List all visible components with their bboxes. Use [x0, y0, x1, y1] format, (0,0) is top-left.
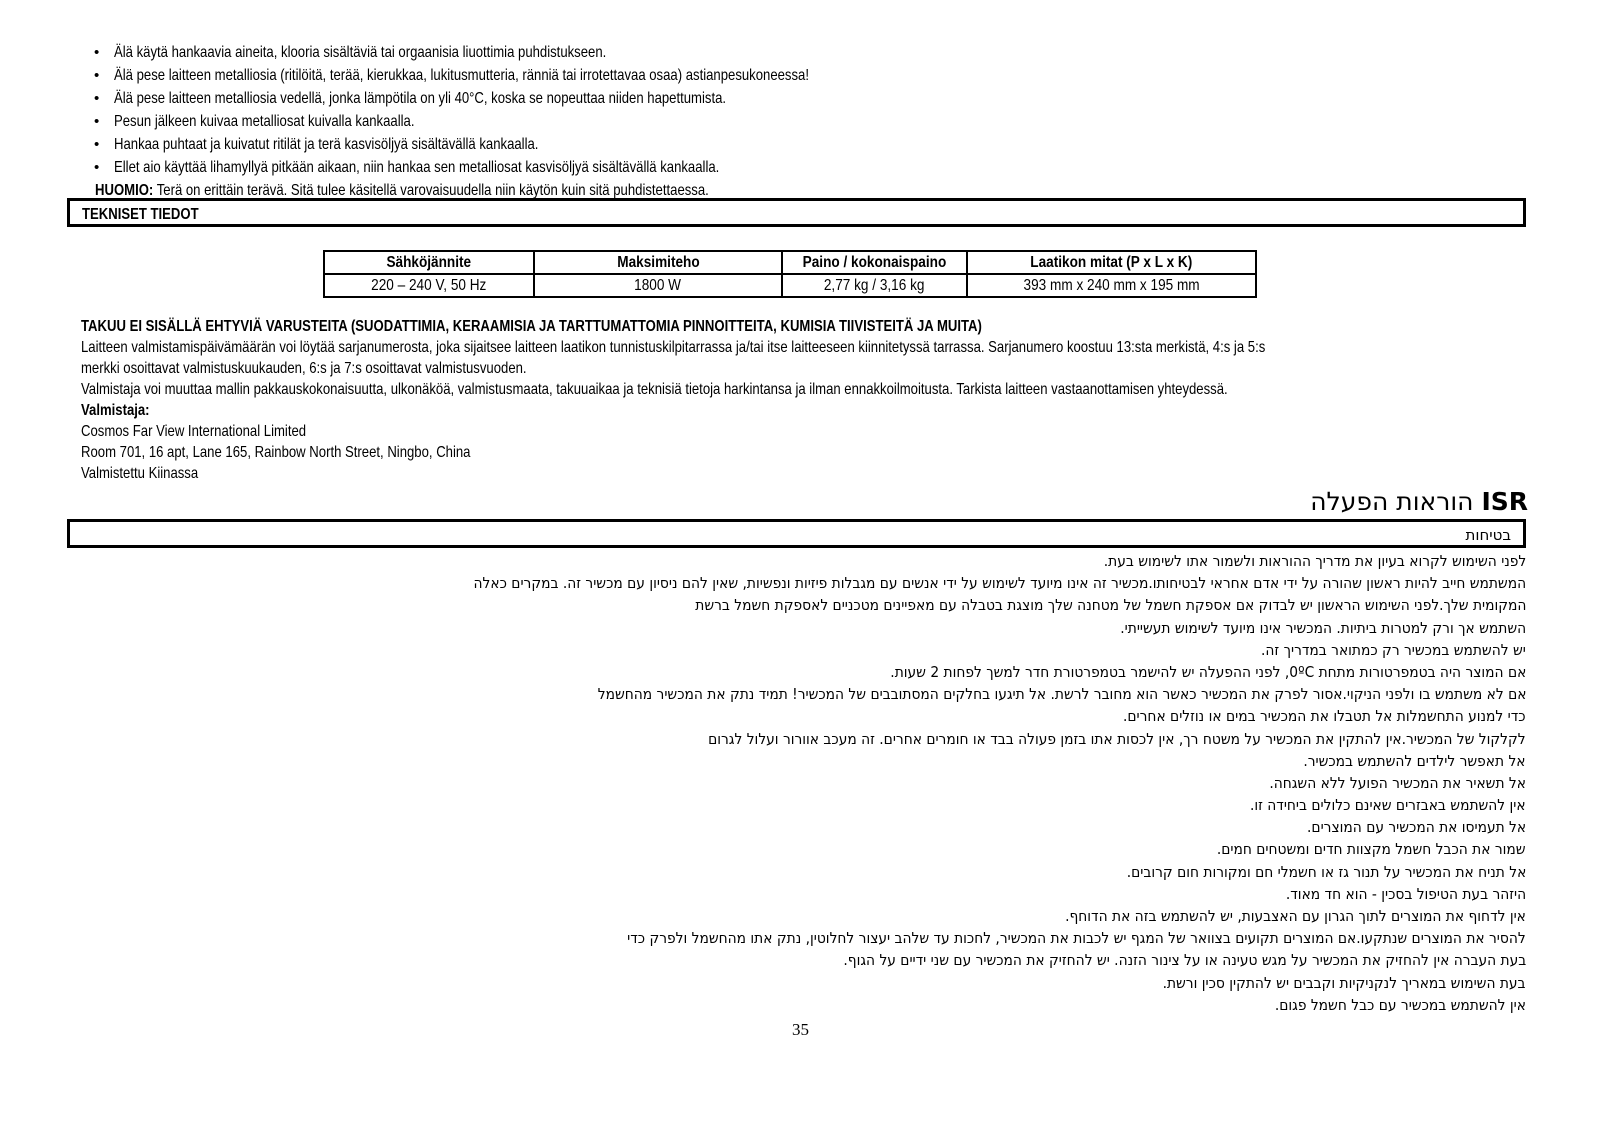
made-in-country: Valmistettu Kiinassa: [81, 465, 199, 482]
serial-info-line2: merkki osoittavat valmistuskuukauden, 6:s ja 7:s osoittavat valmistusvuoden.: [81, 360, 527, 377]
list-item: השתמש אך ורק למטרות ביתיות. המכשיר אינו מיועד לשימוש תעשייתי.: [1120, 618, 1526, 637]
tech-specs-heading: TEKNISET TIEDOT: [82, 206, 199, 223]
column-header: Paino / kokonaispaino: [782, 251, 967, 274]
list-item: שמור את הכבל חשמל מקצוות חדים ומשטחים חמים.: [1217, 840, 1526, 859]
list-item: כדי למנוע התחשמלות אל תטבלו את המכשיר במים או נוזלים אחרים.: [1123, 707, 1526, 726]
list-item: • Ellet aio käyttää lihamyllyä pitkään aikaan, niin hankaa sen metalliosat kasvisöljyä sisältävällä kankaalla.: [94, 156, 1524, 179]
isr-code: ISR: [1481, 487, 1528, 516]
manufacturer-address: Room 701, 16 apt, Lane 165, Rainbow North Street, Ningbo, China: [81, 444, 471, 461]
list-item: לקלקול של המכשיר.אין להתקין את המכשיר על משטח רך, אין לכסות אתו בזמן פעולה בבד או חומרים אחרים. זה מעכב אוורור ועלול לגרום: [708, 729, 1526, 748]
spec-table: [323, 250, 1257, 298]
isr-section-title: [1310, 487, 1528, 517]
manufacturer-name: Cosmos Far View International Limited: [81, 423, 307, 440]
warranty-manufacturer-info: [81, 316, 1521, 484]
tech-specs-heading-box: [67, 198, 1526, 227]
safety-heading-box: [67, 519, 1526, 548]
list-item: בעת השימוש במאריך לנקניקיות וקבבים יש להתקין סכין ורשת.: [1163, 973, 1526, 992]
list-item: בעת העברה אין להחזיק את המכשיר על מגש טעינה או על צינור הזנה. יש להחזיק את המכשיר עם שני ידיים על הגוף.: [843, 951, 1526, 970]
warranty-heading: TAKUU EI SISÄLLÄ EHTYVIÄ VARUSTEITA (SUODATTIMIA, KERAAMISIA JA TARTTUMATTOMIA PINNOITTEITA, KUMISIA TIIVISTEITÄ JA MUITA): [81, 318, 982, 335]
list-item: אין להשתמש באבזרים שאינם כלולים ביחידה זו.: [1250, 796, 1526, 815]
cleaning-instructions-list: [94, 41, 1524, 179]
list-item: אל תעמיסו את המכשיר עם המוצרים.: [1306, 818, 1526, 837]
list-item: אל תניח את המכשיר על תנור גז או חשמלי חם ומקורות חום קרובים.: [1126, 862, 1526, 881]
note-label: HUOMIO:: [95, 182, 154, 199]
list-item: היזהר בעת הטיפול בסכין - הוא חד מאוד.: [1285, 884, 1526, 903]
table-row: [324, 274, 1256, 297]
note-text: Terä on erittäin terävä. Sitä tulee käsitellä varovaisuudella niin käytön kuin sitä puhdistettaessa.: [153, 182, 709, 199]
list-item: המשתמש חייב להיות ראשון שהורה על ידי אדם אחראי לבטיחותו.מכשיר זה אינו מיועד לשימוש על ידי אנשים עם מגבלות פיזיות ונפשיות, שאין להם ניסיון עם מכשיר זה. במקרים כאלה: [473, 574, 1526, 593]
table-header-row: [324, 251, 1256, 274]
list-item: יש להשתמש במכשיר רק כמתואר במדריך זה.: [1261, 640, 1526, 659]
list-item: להסיר את המוצרים שנתקעו.אם המוצרים תקועים בצוואר של המגף יש לכבות את המכשיר, לחכות עד שלהב יעצור לחלוטין, נתק אתו מהחשמל ולפרק כדי: [627, 929, 1526, 948]
list-item: לפני השימוש לקרוא בעיון את מדריך ההוראות ולשמור אתו לשימוש בעת.: [1103, 552, 1526, 570]
list-item: אין להשתמש במכשיר עם כבל חשמל פגום.: [1274, 995, 1526, 1014]
safety-instructions-hebrew: [66, 550, 1526, 1016]
list-item: אל תאפשר לילדים להשתמש במכשיר.: [1303, 751, 1526, 770]
column-header: Sähköjännite: [324, 251, 534, 274]
column-header: Laatikon mitat (P x L x K): [967, 251, 1256, 274]
list-item: אין לדחוף את המוצרים לתוך הגרון עם האצבעות, יש להשתמש בזה את הדוחף.: [1065, 907, 1526, 925]
list-item: המקומית שלך.לפני השימוש הראשון יש לבדוק אם אספקת חשמל של מטחנה שלך מוצגת בטבלה עם מאפיינים מטכניים לאספקת חשמל ברשת: [694, 596, 1526, 615]
list-item: • Älä käytä hankaavia aineita, klooria sisältäviä tai orgaanisia liuottimia puhdistukseen.: [94, 41, 1524, 64]
list-item: • Älä pese laitteen metalliosia (ritilöitä, terää, kierukkaa, lukitusmutteria, ränniä tai irrotettavaa osaa) astianpesukoneessa!: [94, 64, 1524, 87]
table-cell: 393 mm x 240 mm x 195 mm: [967, 274, 1256, 297]
list-item: אם לא משתמש בו ולפני הניקוי.אסור לפרק את המכשיר כאשר הוא מחובר לרשת. אל תיגעו בחלקים המסתובבים של המכשיר! תמיד נתק את המכשיר מהחשמל: [597, 685, 1526, 704]
list-item: אל תשאיר את המכשיר הפועל ללא השגחה.: [1269, 773, 1526, 792]
safety-heading: בטיחות: [1465, 526, 1511, 544]
column-header: Maksimiteho: [534, 251, 782, 274]
change-notice: Valmistaja voi muuttaa mallin pakkauskokonaisuutta, ulkonäköä, valmistusmaata, takuuaikaa ja teknisiä tietoja harkintansa ja ilman ennakkoilmoitusta. Tarkista laitteen vastaanottamisen yhteydessä.: [81, 381, 1228, 398]
list-item: • Pesun jälkeen kuivaa metalliosat kuivalla kankaalla.: [94, 110, 1524, 133]
list-item: אם המוצר היה בטמפרטורות מתחת 0ºC, לפני ההפעלה יש להישמר בטמפרטורת חדר למשך לפחות 2 שעות.: [889, 662, 1526, 681]
list-item: • Älä pese laitteen metalliosia vedellä, jonka lämpötila on yli 40°C, koska se nopeuttaa niiden hapettumista.: [94, 87, 1524, 110]
page-number: 35: [792, 1020, 809, 1039]
table-cell: 1800 W: [534, 274, 782, 297]
manufacturer-label: Valmistaja:: [81, 402, 150, 419]
table-cell: 2,77 kg / 3,16 kg: [782, 274, 967, 297]
table-cell: 220 – 240 V, 50 Hz: [324, 274, 534, 297]
isr-title-text: הוראות הפעלה: [1310, 487, 1474, 516]
serial-info-line1: Laitteen valmistamispäivämäärän voi löytää sarjanumerosta, joka sijaitsee laitteen laatikon tunnistuskilpitarrassa ja/tai itse laitteeseen kiinnitetyssä tarrassa. Sarjanumero koostuu 13:sta merkistä, 4:s ja 5:s: [81, 339, 1266, 356]
list-item: • Hankaa puhtaat ja kuivatut ritilät ja terä kasvisöljyä sisältävällä kankaalla.: [94, 133, 1524, 156]
